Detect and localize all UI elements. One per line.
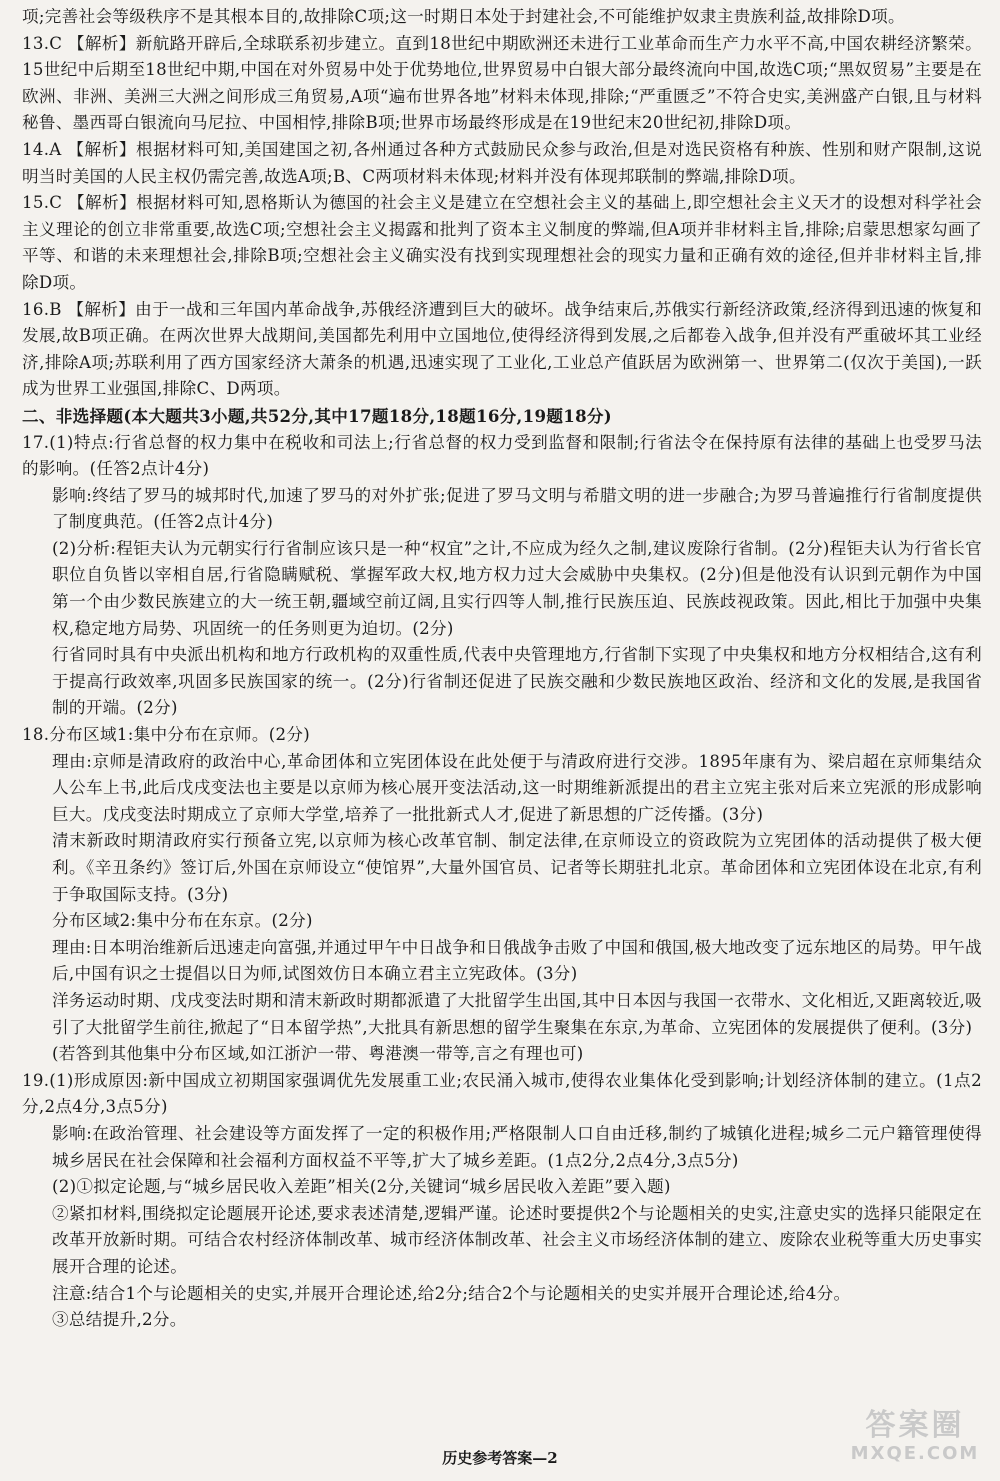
answer-18-reason1: 理由:京师是清政府的政治中心,革命团体和立宪团体设在此处便于与清政府进行交涉。1895年康有为、梁启超在京师集结众人公车上书,此后戊戌变法也主要是以京师为核心展开变法活动,这一时期维新派提出的君主立宪主张对后来立宪派的形成影响巨大。戊戌变法时期成立了京师大学堂,培养了一批批新式人才,促进了新思想的广泛传播。(3分) (52, 751, 982, 824)
answer-19-step3: ③总结提升,2分。 (52, 1310, 187, 1330)
answer-17-part2: (2)分析:程钜夫认为元朝实行行省制应该只是一种“权宜”之计,不应成为经久之制,建议废除行省制。(2分)程钜夫认为行省长官职位自负皆以宰相自居,行省隐瞒赋税、掌握军政大权,地方权力过大会威胁中央集权。(2分)但是他没有认识到元朝作为中国第一个由少数民族建立的大一统王朝,疆域空前辽阔,且实行四等人制,推行民族压迫、民族歧视政策。因此,相比于加强中央集权,稳定地方局势、巩固统一的任务则更为迫切。(2分) (52, 538, 982, 638)
answer-18-reason2b: 洋务运动时期、戊戌变法时期和清末新政时期都派遣了大批留学生出国,其中日本因与我国一衣带水、文化相近,又距离较近,吸引了大批留学生前往,掀起了“日本留学热”,大批具有新思想的留学生聚集在东京,为革命、立宪团体的发展提供了便利。(3分) (52, 990, 982, 1037)
answer-17-part1: 17.(1)特点:行省总督的权力集中在税收和司法上;行省总督的权力受到监督和限制;行省法令在保持原有法律的基础上也受罗马法的影响。(任答2点计4分) (22, 432, 982, 479)
answer-18-region1: 18.分布区域1:集中分布在京师。(2分) (22, 725, 311, 745)
answer-17-conclusion: 行省同时具有中央派出机构和地方行政机构的双重性质,代表中央管理地方,行省制下实现了中央集权和地方分权相结合,这有利于提高行政效率,巩固多民族国家的统一。(2分)行省制还促进了民族交融和少数民族地区政治、经济和文化的发展,是我国省制的开端。(2分) (52, 645, 982, 718)
watermark-domain: MXQE.COM (850, 1443, 980, 1464)
answer-18-region2: 分布区域2:集中分布在东京。(2分) (52, 911, 313, 931)
answer-15: 15.C 【解析】根据材料可知,恩格斯认为德国的社会主义是建立在空想社会主义的基础上,即空想社会主义天才的设想对科学社会主义理论的创立非常重要,故选C项;空想社会主义揭露和批判了资本主义制度的弊端,但A项并非材料主旨,排除;启蒙思想家勾画了平等、和谐的未来理想社会,排除B项;空想社会主义确实没有找到实现理想社会的现实力量和正确有效的途径,但并非材料主旨,排除D项。 (22, 193, 982, 292)
answer-14: 14.A 【解析】根据材料可知,美国建国之初,各州通过各种方式鼓励民众参与政治,但是对选民资格有种族、性别和财产限制,这说明当时美国的人民主权仍需完善,故选A项;B、C两项材料未体现;材料并没有体现邦联制的弊端,排除D项。 (22, 139, 982, 186)
answer-19-part1: 19.(1)形成原因:新中国成立初期国家强调优先发展重工业;农民涌入城市,使得农业集体化受到影响;计划经济体制的建立。(1点2分,2点4分,3点5分) (22, 1070, 982, 1117)
answer-19-influence: 影响:在政治管理、社会建设等方面发挥了一定的积极作用;严格限制人口自由迁移,制约了城镇化进程;城乡二元户籍管理使得城乡居民在社会保障和社会福利方面权益不平等,扩大了城乡差距。(1点2分,2点4分,3点5分) (52, 1123, 982, 1170)
answer-17-influence: 影响:终结了罗马的城邦时代,加速了罗马的对外扩张;促进了罗马文明与希腊文明的进一步融合;为罗马普遍推行行省制度提供了制度典范。(任答2点计4分) (52, 485, 982, 532)
answer-18-note: (若答到其他集中分布区域,如江浙沪一带、粤港澳一带等,言之有理也可) (52, 1044, 584, 1064)
answer-page (22, 4, 982, 1334)
watermark-logo (840, 1409, 990, 1471)
text-continuation: 项;完善社会等级秩序不是其根本目的,故排除C项;这一时期日本处于封建社会,不可能维护奴隶主贵族利益,故排除D项。 (22, 7, 905, 26)
answer-18-reason1b: 清末新政时期清政府实行预备立宪,以京师为核心改革官制、制定法律,在京师设立的资政院为立宪团体的活动提供了极大便利。《辛丑条约》签订后,外国在京师设立“使馆界”,大量外国官员、记者等长期驻扎北京。革命团体和立宪团体设在北京,有利于争取国际支持。(3分) (52, 831, 982, 904)
answer-18-reason2: 理由:日本明治维新后迅速走向富强,并通过甲午中日战争和日俄战争击败了中国和俄国,极大地改变了远东地区的局势。甲午战后,中国有识之士提倡以日为师,试图效仿日本确立君主立宪政体。(3分) (52, 937, 982, 984)
section-heading: 二、非选择题(本大题共3小题,共52分,其中17题18分,18题16分,19题18分) (22, 405, 612, 426)
watermark-title: 答案圈 (865, 1408, 965, 1443)
page-footer: 历史参考答案—2 (442, 1449, 558, 1467)
answer-16: 16.B 【解析】由于一战和三年国内革命战争,苏俄经济遭到巨大的破坏。战争结束后,苏俄实行新经济政策,经济得到迅速的恢复和发展,故B项正确。在两次世界大战期间,美国都先利用中立国地位,使得经济得到发展,之后都卷入战争,但并没有严重破坏其工业经济,排除A项;苏联利用了西方国家经济大萧条的机遇,迅速实现了工业化,工业总产值跃居为欧洲第一、世界第二(仅次于美国),一跃成为世界工业强国,排除C、D两项。 (22, 299, 982, 399)
answer-19-note: 注意:结合1个与论题相关的史实,并展开合理论述,给2分;结合2个与论题相关的史实并展开合理论述,给4分。 (52, 1283, 851, 1303)
answer-19-step2: ②紧扣材料,围绕拟定论题展开论述,要求表述清楚,逻辑严谨。论述时要提供2个与论题相关的史实,注意史实的选择只能限定在改革开放新时期。可结合农村经济体制改革、城市经济体制改革、社会主义市场经济体制的建立、废除农业税等重大历史事实展开合理的论述。 (52, 1203, 982, 1276)
answer-13: 13.C 【解析】新航路开辟后,全球联系初步建立。直到18世纪中期欧洲还未进行工业革命而生产力水平不高,中国农耕经济繁荣。15世纪中后期至18世纪中期,中国在对外贸易中处于优势地位,世界贸易中白银大部分最终流向中国,故选C项;“黑奴贸易”主要是在欧洲、非洲、美洲三大洲之间形成三角贸易,A项“遍布世界各地”材料未体现,排除;“严重匮乏”不符合史实,美洲盛产白银,且与材料秘鲁、墨西哥白银流向马尼拉、中国相悖,排除B项;世界市场最终形成是在19世纪末20世纪初,排除D项。 (22, 33, 982, 133)
answer-19-step1: (2)①拟定论题,与“城乡居民收入差距”相关(2分,关键词“城乡居民收入差距”要入题) (52, 1177, 671, 1197)
